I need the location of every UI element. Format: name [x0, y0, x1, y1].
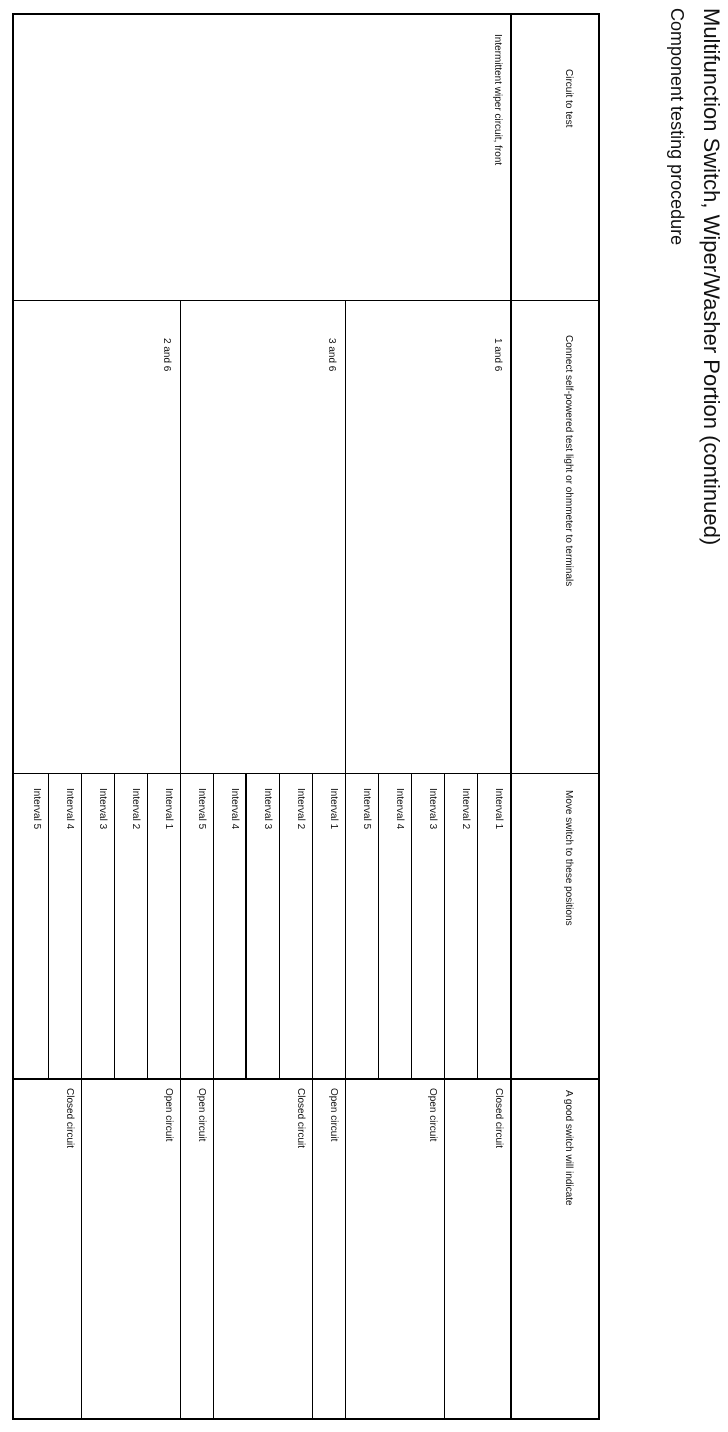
terminals-label: 1 and 6: [492, 338, 503, 372]
circuit-name: Intermittent wiper circuit, front: [492, 34, 503, 166]
position-label: Interval 1: [328, 788, 339, 830]
header-terminals: Connect self-powered test light or ohmmeter to terminals: [563, 335, 574, 587]
position-label: Interval 4: [394, 788, 405, 830]
row-rule: [279, 773, 280, 1079]
result-label: Closed circuit: [295, 1088, 306, 1149]
section-title: Component testing procedure: [667, 8, 687, 246]
row-rule: [114, 773, 115, 1079]
position-label: Interval 1: [493, 788, 504, 830]
row-rule: [411, 773, 412, 1079]
position-label: Interval 5: [196, 788, 207, 830]
result-rule: [312, 1079, 313, 1418]
position-label: Interval 3: [97, 788, 108, 830]
position-label: Interval 3: [262, 788, 273, 830]
row-rule: [444, 773, 445, 1079]
header-rule: [510, 15, 512, 1418]
row-rule: [378, 773, 379, 1079]
result-rule: [444, 1079, 445, 1418]
position-label: Interval 2: [130, 788, 141, 830]
header-positions: Move switch to these positions: [563, 790, 574, 926]
terminals-label: 3 and 6: [326, 338, 337, 372]
position-label: Interval 2: [460, 788, 471, 830]
row-rule: [312, 773, 313, 1079]
position-label: Interval 5: [31, 788, 42, 830]
result-label: Closed circuit: [493, 1088, 504, 1149]
position-label: Interval 2: [295, 788, 306, 830]
result-rule: [213, 1079, 214, 1418]
group-rule: [180, 300, 181, 1418]
row-rule: [245, 773, 247, 1079]
header-circuit: Circuit to test: [563, 69, 574, 128]
column-rule: [14, 773, 598, 774]
row-rule: [147, 773, 148, 1079]
row-rule: [477, 773, 478, 1079]
row-rule: [48, 773, 49, 1079]
position-label: Interval 4: [229, 788, 240, 830]
column-rule: [14, 1078, 598, 1080]
group-rule: [345, 300, 346, 1418]
position-label: Interval 4: [64, 788, 75, 830]
position-label: Interval 5: [361, 788, 372, 830]
result-rule: [81, 1079, 82, 1418]
result-label: Closed circuit: [64, 1088, 75, 1149]
row-rule: [81, 773, 82, 1079]
position-label: Interval 1: [163, 788, 174, 830]
row-rule: [213, 773, 214, 1079]
terminals-label: 2 and 6: [161, 338, 172, 372]
result-label: Open circuit: [196, 1088, 207, 1142]
result-label: Open circuit: [163, 1088, 174, 1142]
column-rule: [14, 300, 598, 301]
component-test-table: [12, 13, 600, 1420]
position-label: Interval 3: [427, 788, 438, 830]
header-indicate: A good switch will indicate: [563, 1090, 574, 1206]
page-title: Multifunction Switch, Wiper/Washer Portion (continued): [699, 8, 724, 546]
result-label: Open circuit: [427, 1088, 438, 1142]
result-label: Open circuit: [328, 1088, 339, 1142]
